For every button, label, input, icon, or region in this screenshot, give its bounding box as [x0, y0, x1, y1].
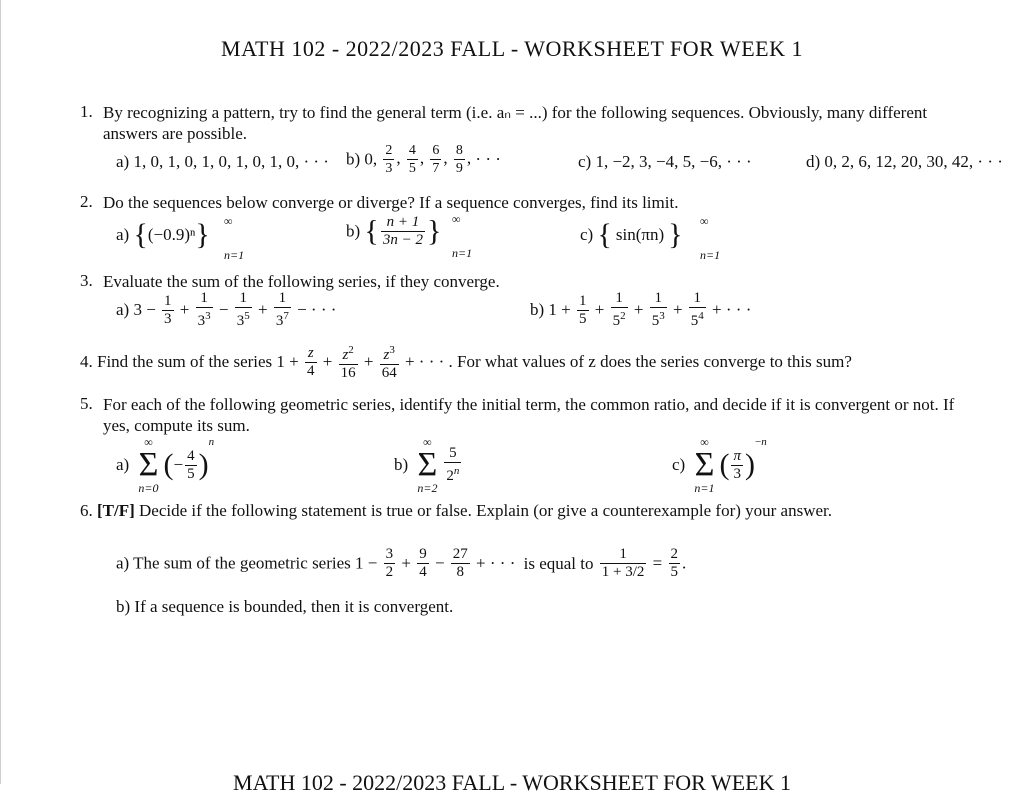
fraction-1-3-7: $\frac{1}{3^7}$: [275, 290, 289, 329]
fraction-n1-3n2: $\frac{n + 1}{3n - 2}$: [382, 214, 423, 248]
fraction-1-5-2: $\frac{1}{5^2}$: [612, 290, 626, 329]
sigma-icon: ∞ Σ n=2: [417, 435, 438, 495]
problem-2a: [116, 214, 245, 262]
problem-3a: a) 3 − $\frac{1}{3}$ + $\frac{1}{3^3}$ − $\frac{1}{3^5}$ + $\frac{1}{3^7}$ − · · ·: [116, 290, 337, 329]
problem-2c-label: c): [580, 225, 594, 244]
problem-5a: a) ∞ Σ n=0 (− $\frac{4}{5}$ )$^n$: [116, 435, 215, 495]
fraction-3-2: $\frac{3}{2}$: [385, 546, 394, 580]
fraction-2-5: $\frac{2}{5}$: [670, 546, 678, 580]
page-title: MATH 102 - 2022/2023 FALL - WORKSHEET FOR WEEK 1: [221, 36, 803, 61]
right-brace: }: [195, 218, 210, 251]
problem-6a: a) The sum of the geometric series 1 − $\frac{3}{2}$ + $\frac{9}{4}$ − $\frac{27}{8}$ + · · · is equal to $\frac{1}{1 + 3/2}$ = $\frac{2}{5}$ .: [116, 546, 687, 580]
problem-4: 4. Find the sum of the series 1 + $\frac{z}{4}$ + $\frac{z^2}{16}$ + $\frac{z^3}{64}$ + · · · . For what values of z does the series converge to this sum?: [80, 344, 852, 381]
fraction-8-9: $\frac{8}{9}$: [455, 143, 463, 176]
problem-1-text: By recognizing a pattern, try to find the general term (i.e. aₙ = ...) for the following sequences. Obviously, many different answers are possible.: [103, 103, 928, 143]
problem-1b-tail: · · ·: [475, 149, 501, 169]
problem-3-number: 3.: [80, 271, 93, 290]
problem-2b-lower: n=1: [452, 246, 473, 260]
fraction-4-5: $\frac{4}{5}$: [408, 143, 416, 176]
problem-1b-label: b) 0,: [346, 149, 378, 169]
sigma-icon: ∞ Σ n=1: [694, 435, 715, 495]
problem-2c-expr: sin(πn): [615, 225, 665, 244]
problem-3b-label: b) 1 +: [530, 300, 571, 319]
left-brace: {: [133, 218, 148, 251]
problem-6b: b) If a sequence is bounded, then it is convergent.: [116, 597, 454, 616]
fraction-1-5-3: $\frac{1}{5^3}$: [651, 290, 665, 329]
problem-6-text: Decide if the following statement is true or false. Explain (or give a counterexample for) your answer.: [139, 501, 833, 520]
problem-1-number: 1.: [80, 102, 93, 121]
fraction-1-3-3: $\frac{1}{3^3}$: [197, 290, 211, 329]
problem-2c-upper: ∞: [700, 214, 709, 228]
sigma-icon: ∞ Σ n=0: [138, 435, 159, 495]
fraction-pi-3: $\frac{\pi}{3}$: [733, 447, 741, 482]
problem-2a-upper: ∞: [224, 214, 233, 228]
problem-3-text: Evaluate the sum of the following series, if they converge.: [103, 272, 500, 291]
problem-5c-label: c): [672, 455, 686, 474]
fraction-2-3: $\frac{2}{3}$: [385, 143, 393, 176]
problem-1a: a) 1, 0, 1, 0, 1, 0, 1, 0, 1, 0, · · ·: [116, 152, 329, 171]
fraction-6-7: $\frac{6}{7}$: [432, 143, 440, 176]
left-brace: {: [597, 218, 612, 251]
problem-6: [80, 501, 832, 521]
fraction-4-5: $\frac{4}{5}$: [187, 447, 195, 482]
fraction-1-3-5: $\frac{1}{3^5}$: [236, 290, 250, 329]
problem-2a-expr: (−0.9)ⁿ: [147, 225, 196, 244]
problem-2-text: Do the sequences below converge or diverge? If a sequence converges, find its limit.: [103, 193, 679, 212]
problem-6-tag: [T/F]: [97, 501, 135, 520]
right-brace: }: [426, 214, 442, 248]
problem-4-text-before: Find the sum of the series 1 +: [97, 352, 299, 371]
problem-2a-label: a): [116, 225, 130, 244]
problem-1d: d) 0, 2, 6, 12, 20, 30, 42, · · ·: [806, 152, 1003, 171]
problem-5b: [394, 436, 463, 494]
fraction-5-2n: $\frac{5}{2^n}$: [446, 445, 460, 484]
problem-5-text: For each of the following geometric series, identify the initial term, the common ratio, and decide if it is convergent or not. If yes, compute its sum.: [103, 395, 955, 435]
problem-2b: [346, 212, 473, 260]
fraction-1-5-4: $\frac{1}{5^4}$: [690, 290, 704, 329]
problem-2-number: 2.: [80, 192, 93, 211]
problem-2a-lower: n=1: [224, 248, 245, 262]
fraction-1-over-1-plus-3-2: $\frac{1}{1 + 3/2}$: [601, 546, 645, 580]
problem-2c-lower: n=1: [700, 248, 721, 262]
fraction-1-3: $\frac{1}{3}$: [164, 292, 172, 327]
fraction-z-4: $\frac{z}{4}$: [307, 344, 315, 379]
problem-3a-label: a) 3 −: [116, 300, 156, 319]
problem-6-number: 6.: [80, 501, 93, 520]
problem-6a-mid: is equal to: [523, 553, 594, 573]
problem-5a-label: a): [116, 455, 130, 474]
problem-1c: c) 1, −2, 3, −4, 5, −6, · · ·: [578, 152, 752, 171]
problem-2b-upper: ∞: [452, 212, 461, 226]
problem-3b: b) 1 + $\frac{1}{5}$ + $\frac{1}{5^2}$ + $\frac{1}{5^3}$ + $\frac{1}{5^4}$ + · · ·: [530, 290, 752, 329]
problem-5b-label: b): [394, 455, 409, 474]
right-brace: }: [668, 218, 683, 251]
problem-2b-label: b): [346, 221, 361, 241]
problem-6a-before: a) The sum of the geometric series 1 −: [116, 553, 378, 573]
page-edge: [0, 0, 1, 784]
problem-1b: b) 0, $\frac{2}{3}$ , $\frac{4}{5}$ , $\frac{6}{7}$ , $\frac{8}{9}$ , · · ·: [346, 143, 501, 176]
left-brace: {: [364, 214, 379, 248]
problem-5c: c) ∞ Σ n=1 ( $\frac{\pi}{3}$ )$^{-n}$: [672, 435, 767, 495]
fraction-27-8: $\frac{27}{8}$: [452, 546, 468, 580]
problem-4-number: 4.: [80, 352, 93, 371]
problem-4-text-after: + · · · . For what values of z does the series converge to this sum?: [404, 352, 852, 371]
problem-5-number: 5.: [80, 394, 93, 413]
fraction-z2-16: $\frac{z^2}{16}$: [340, 344, 356, 381]
fraction-9-4: $\frac{9}{4}$: [419, 546, 427, 580]
fraction-z3-64: $\frac{z^3}{64}$: [381, 344, 397, 381]
fraction-1-5: $\frac{1}{5}$: [579, 292, 587, 327]
next-page-header-fragment: MATH 102 - 2022/2023 FALL - WORKSHEET FOR WEEK 1: [233, 770, 791, 795]
problem-2c: [580, 214, 721, 262]
